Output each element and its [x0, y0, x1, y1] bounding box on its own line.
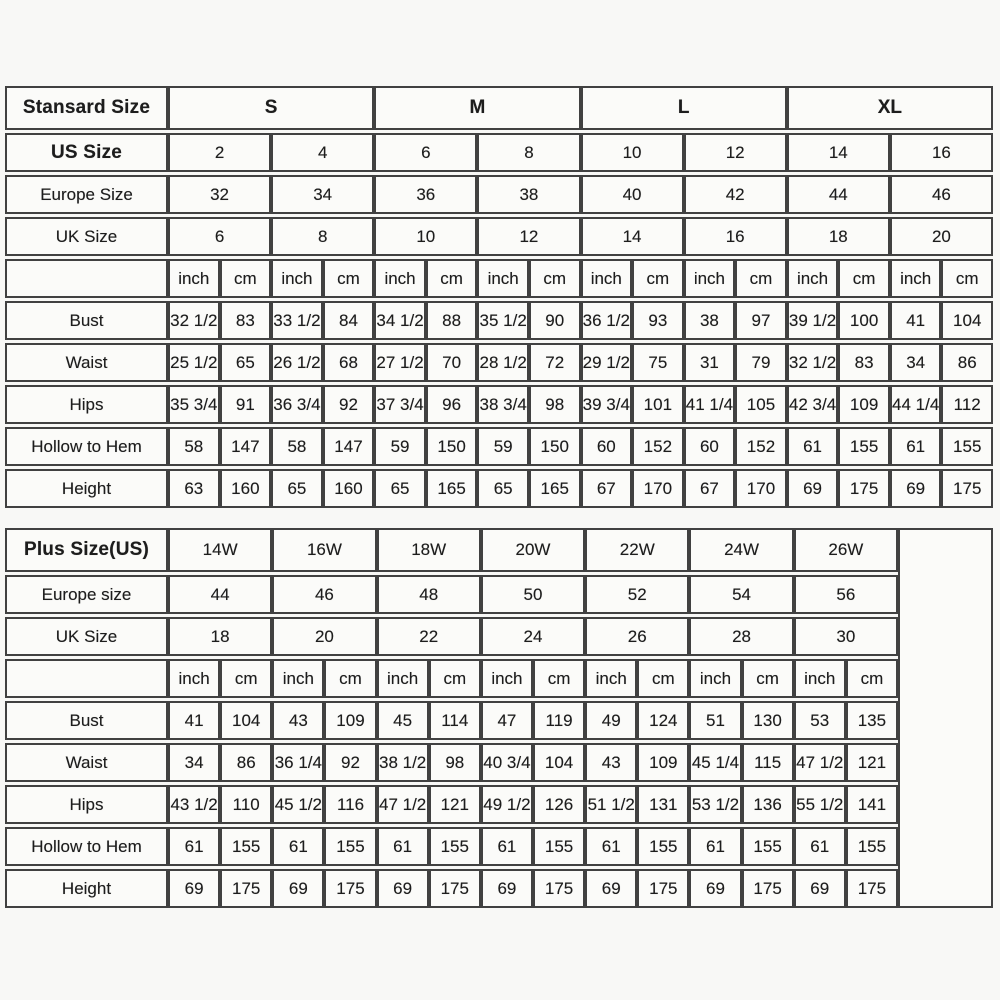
size-value-cell: 18 — [787, 217, 890, 256]
measure-value-cell: 98 — [429, 743, 481, 782]
row-label-cell: Bust — [5, 301, 168, 340]
measure-value-cell: 61 — [585, 827, 637, 866]
measure-value-cell: 33 1/2 — [271, 301, 323, 340]
measure-value-cell: 39 1/2 — [787, 301, 839, 340]
measure-value-cell: 155 — [324, 827, 376, 866]
measure-value-cell: 104 — [220, 701, 272, 740]
measure-value-cell: 25 1/2 — [168, 343, 220, 382]
measure-value-cell: 150 — [529, 427, 581, 466]
unit-header-cell: inch — [689, 659, 741, 698]
measure-value-cell: 160 — [220, 469, 272, 508]
size-value-cell: 12 — [684, 133, 787, 172]
measure-value-cell: 147 — [220, 427, 272, 466]
measure-value-cell: 49 1/2 — [481, 785, 533, 824]
measure-value-cell: 60 — [581, 427, 633, 466]
measure-value-cell: 110 — [220, 785, 272, 824]
measure-value-cell: 100 — [838, 301, 890, 340]
measure-value-cell: 45 — [377, 701, 429, 740]
size-value-cell: 36 — [374, 175, 477, 214]
measure-value-cell: 155 — [838, 427, 890, 466]
measure-row — [5, 827, 993, 866]
unit-header-cell: cm — [846, 659, 898, 698]
measure-value-cell: 98 — [529, 385, 581, 424]
measure-value-cell: 43 — [585, 743, 637, 782]
size-row — [5, 217, 993, 256]
measure-value-cell: 126 — [533, 785, 585, 824]
measure-value-cell: 29 1/2 — [581, 343, 633, 382]
row-label-cell: UK Size — [5, 617, 168, 656]
measure-value-cell: 91 — [220, 385, 272, 424]
measure-value-cell: 90 — [529, 301, 581, 340]
unit-header-cell: cm — [426, 259, 478, 298]
measure-value-cell: 69 — [890, 469, 942, 508]
size-value-cell: 26 — [585, 617, 689, 656]
standard-size-table — [5, 83, 993, 511]
unit-header-cell: inch — [272, 659, 324, 698]
measure-value-cell: 47 1/2 — [377, 785, 429, 824]
measure-value-cell: 61 — [890, 427, 942, 466]
measure-value-cell: 72 — [529, 343, 581, 382]
measure-value-cell: 58 — [271, 427, 323, 466]
measure-value-cell: 83 — [838, 343, 890, 382]
measure-value-cell: 131 — [637, 785, 689, 824]
unit-header-cell: inch — [787, 259, 839, 298]
size-value-cell: 20 — [890, 217, 993, 256]
measure-value-cell: 170 — [735, 469, 787, 508]
measure-value-cell: 27 1/2 — [374, 343, 426, 382]
measure-value-cell: 165 — [426, 469, 478, 508]
row-label-cell: Bust — [5, 701, 168, 740]
measure-value-cell: 34 — [890, 343, 942, 382]
measure-value-cell: 35 1/2 — [477, 301, 529, 340]
size-value-cell: 28 — [689, 617, 793, 656]
size-value-cell: 42 — [684, 175, 787, 214]
measure-value-cell: 175 — [429, 869, 481, 908]
measure-value-cell: 36 1/4 — [272, 743, 324, 782]
size-value-cell: 48 — [377, 575, 481, 614]
measure-value-cell: 65 — [271, 469, 323, 508]
measure-value-cell: 69 — [481, 869, 533, 908]
measure-value-cell: 175 — [220, 869, 272, 908]
group-header-row — [5, 86, 993, 130]
measure-value-cell: 109 — [838, 385, 890, 424]
unit-header-cell: cm — [429, 659, 481, 698]
size-row — [5, 617, 993, 656]
group-header-cell: 24W — [689, 528, 793, 572]
measure-value-cell: 147 — [323, 427, 375, 466]
plus-size-table — [5, 525, 993, 911]
measure-value-cell: 39 3/4 — [581, 385, 633, 424]
measure-value-cell: 61 — [272, 827, 324, 866]
measure-value-cell: 175 — [846, 869, 898, 908]
measure-value-cell: 45 1/2 — [272, 785, 324, 824]
measure-value-cell: 61 — [689, 827, 741, 866]
group-header-row — [5, 528, 993, 572]
unit-header-cell: inch — [377, 659, 429, 698]
measure-value-cell: 92 — [323, 385, 375, 424]
unit-header-cell: inch — [581, 259, 633, 298]
row-label-cell: US Size — [5, 133, 168, 172]
size-value-cell: 44 — [787, 175, 890, 214]
size-value-cell: 56 — [794, 575, 898, 614]
size-value-cell: 12 — [477, 217, 580, 256]
size-row — [5, 133, 993, 172]
measure-value-cell: 135 — [846, 701, 898, 740]
measure-value-cell: 53 1/2 — [689, 785, 741, 824]
measure-value-cell: 38 1/2 — [377, 743, 429, 782]
empty-side-cell — [898, 528, 993, 908]
measure-value-cell: 104 — [941, 301, 993, 340]
unit-header-cell: cm — [941, 259, 993, 298]
measure-value-cell: 175 — [637, 869, 689, 908]
size-value-cell: 6 — [374, 133, 477, 172]
measure-value-cell: 84 — [323, 301, 375, 340]
unit-header-cell: inch — [684, 259, 736, 298]
measure-value-cell: 116 — [324, 785, 376, 824]
unit-header-cell: cm — [324, 659, 376, 698]
size-value-cell: 14 — [581, 217, 684, 256]
group-header-cell: 18W — [377, 528, 481, 572]
measure-value-cell: 43 1/2 — [168, 785, 220, 824]
unit-header-cell: inch — [481, 659, 533, 698]
unit-header-row — [5, 259, 993, 298]
measure-value-cell: 69 — [794, 869, 846, 908]
measure-value-cell: 31 — [684, 343, 736, 382]
measure-value-cell: 121 — [429, 785, 481, 824]
measure-value-cell: 34 — [168, 743, 220, 782]
blank-corner-cell — [5, 659, 168, 698]
measure-value-cell: 155 — [429, 827, 481, 866]
measure-row — [5, 785, 993, 824]
measure-value-cell: 28 1/2 — [477, 343, 529, 382]
size-value-cell: 46 — [272, 575, 376, 614]
unit-header-cell: cm — [323, 259, 375, 298]
size-value-cell: 44 — [168, 575, 272, 614]
group-header-cell: 16W — [272, 528, 376, 572]
measure-row — [5, 701, 993, 740]
measure-value-cell: 175 — [742, 869, 794, 908]
measure-value-cell: 155 — [846, 827, 898, 866]
measure-value-cell: 175 — [838, 469, 890, 508]
row-label-cell: Height — [5, 469, 168, 508]
size-value-cell: 16 — [684, 217, 787, 256]
measure-value-cell: 175 — [533, 869, 585, 908]
unit-header-cell: inch — [271, 259, 323, 298]
size-value-cell: 10 — [581, 133, 684, 172]
measure-value-cell: 112 — [941, 385, 993, 424]
measure-value-cell: 61 — [787, 427, 839, 466]
measure-value-cell: 41 — [168, 701, 220, 740]
measure-value-cell: 26 1/2 — [271, 343, 323, 382]
size-value-cell: 38 — [477, 175, 580, 214]
measure-row — [5, 869, 993, 908]
measure-value-cell: 155 — [941, 427, 993, 466]
measure-value-cell: 43 — [272, 701, 324, 740]
measure-row — [5, 427, 993, 466]
row-label-cell: Hollow to Hem — [5, 827, 168, 866]
measure-value-cell: 42 3/4 — [787, 385, 839, 424]
group-header-cell: 20W — [481, 528, 585, 572]
measure-value-cell: 88 — [426, 301, 478, 340]
measure-value-cell: 37 3/4 — [374, 385, 426, 424]
measure-value-cell: 67 — [581, 469, 633, 508]
group-header-cell: L — [581, 86, 787, 130]
row-label-cell: UK Size — [5, 217, 168, 256]
measure-value-cell: 60 — [684, 427, 736, 466]
size-value-cell: 14 — [787, 133, 890, 172]
measure-value-cell: 86 — [941, 343, 993, 382]
measure-value-cell: 38 — [684, 301, 736, 340]
unit-header-cell: cm — [735, 259, 787, 298]
measure-value-cell: 155 — [637, 827, 689, 866]
unit-header-cell: cm — [742, 659, 794, 698]
group-header-cell: S — [168, 86, 374, 130]
measure-value-cell: 79 — [735, 343, 787, 382]
unit-header-cell: inch — [168, 659, 220, 698]
measure-value-cell: 47 — [481, 701, 533, 740]
measure-value-cell: 141 — [846, 785, 898, 824]
unit-header-cell: inch — [168, 259, 220, 298]
measure-value-cell: 61 — [481, 827, 533, 866]
measure-value-cell: 41 — [890, 301, 942, 340]
measure-value-cell: 51 1/2 — [585, 785, 637, 824]
measure-value-cell: 51 — [689, 701, 741, 740]
measure-row — [5, 385, 993, 424]
measure-value-cell: 61 — [377, 827, 429, 866]
measure-value-cell: 36 1/2 — [581, 301, 633, 340]
measure-value-cell: 105 — [735, 385, 787, 424]
unit-header-cell: cm — [637, 659, 689, 698]
measure-value-cell: 61 — [794, 827, 846, 866]
measure-value-cell: 83 — [220, 301, 272, 340]
measure-value-cell: 175 — [324, 869, 376, 908]
size-value-cell: 6 — [168, 217, 271, 256]
measure-value-cell: 65 — [477, 469, 529, 508]
group-header-cell: 22W — [585, 528, 689, 572]
size-value-cell: 8 — [477, 133, 580, 172]
unit-header-cell: inch — [477, 259, 529, 298]
unit-header-cell: cm — [529, 259, 581, 298]
measure-value-cell: 35 3/4 — [168, 385, 220, 424]
measure-value-cell: 61 — [168, 827, 220, 866]
measure-value-cell: 115 — [742, 743, 794, 782]
measure-value-cell: 68 — [323, 343, 375, 382]
measure-value-cell: 67 — [684, 469, 736, 508]
measure-row — [5, 743, 993, 782]
size-value-cell: 32 — [168, 175, 271, 214]
measure-row — [5, 343, 993, 382]
row-label-cell: Height — [5, 869, 168, 908]
measure-value-cell: 175 — [941, 469, 993, 508]
measure-value-cell: 34 1/2 — [374, 301, 426, 340]
unit-header-cell: cm — [220, 259, 272, 298]
corner-header-cell: Plus Size(US) — [5, 528, 168, 572]
measure-value-cell: 32 1/2 — [787, 343, 839, 382]
measure-value-cell: 44 1/4 — [890, 385, 942, 424]
measure-value-cell: 69 — [787, 469, 839, 508]
row-label-cell: Waist — [5, 743, 168, 782]
row-label-cell: Hollow to Hem — [5, 427, 168, 466]
measure-value-cell: 130 — [742, 701, 794, 740]
unit-header-cell: inch — [585, 659, 637, 698]
size-row — [5, 175, 993, 214]
measure-value-cell: 36 3/4 — [271, 385, 323, 424]
group-header-cell: XL — [787, 86, 993, 130]
size-value-cell: 34 — [271, 175, 374, 214]
measure-value-cell: 124 — [637, 701, 689, 740]
size-value-cell: 20 — [272, 617, 376, 656]
measure-value-cell: 109 — [324, 701, 376, 740]
measure-value-cell: 93 — [632, 301, 684, 340]
measure-value-cell: 65 — [374, 469, 426, 508]
group-header-cell: M — [374, 86, 580, 130]
measure-value-cell: 109 — [637, 743, 689, 782]
measure-value-cell: 47 1/2 — [794, 743, 846, 782]
size-value-cell: 52 — [585, 575, 689, 614]
row-label-cell: Europe size — [5, 575, 168, 614]
row-label-cell: Hips — [5, 385, 168, 424]
measure-value-cell: 155 — [533, 827, 585, 866]
row-label-cell: Waist — [5, 343, 168, 382]
blank-corner-cell — [5, 259, 168, 298]
measure-value-cell: 32 1/2 — [168, 301, 220, 340]
measure-value-cell: 150 — [426, 427, 478, 466]
unit-header-cell: cm — [533, 659, 585, 698]
measure-value-cell: 53 — [794, 701, 846, 740]
measure-value-cell: 41 1/4 — [684, 385, 736, 424]
measure-row — [5, 469, 993, 508]
unit-header-row — [5, 659, 993, 698]
measure-value-cell: 59 — [374, 427, 426, 466]
measure-value-cell: 97 — [735, 301, 787, 340]
measure-value-cell: 55 1/2 — [794, 785, 846, 824]
size-value-cell: 16 — [890, 133, 993, 172]
measure-value-cell: 49 — [585, 701, 637, 740]
measure-row — [5, 301, 993, 340]
measure-value-cell: 96 — [426, 385, 478, 424]
size-value-cell: 54 — [689, 575, 793, 614]
measure-value-cell: 152 — [632, 427, 684, 466]
size-value-cell: 22 — [377, 617, 481, 656]
measure-value-cell: 136 — [742, 785, 794, 824]
measure-value-cell: 155 — [220, 827, 272, 866]
size-value-cell: 8 — [271, 217, 374, 256]
measure-value-cell: 121 — [846, 743, 898, 782]
row-label-cell: Europe Size — [5, 175, 168, 214]
unit-header-cell: inch — [794, 659, 846, 698]
measure-value-cell: 65 — [220, 343, 272, 382]
measure-value-cell: 160 — [323, 469, 375, 508]
measure-value-cell: 70 — [426, 343, 478, 382]
unit-header-cell: inch — [890, 259, 942, 298]
row-label-cell: Hips — [5, 785, 168, 824]
corner-header-cell: Stansard Size — [5, 86, 168, 130]
measure-value-cell: 69 — [272, 869, 324, 908]
measure-value-cell: 86 — [220, 743, 272, 782]
measure-value-cell: 170 — [632, 469, 684, 508]
size-value-cell: 50 — [481, 575, 585, 614]
measure-value-cell: 104 — [533, 743, 585, 782]
measure-value-cell: 114 — [429, 701, 481, 740]
measure-value-cell: 69 — [689, 869, 741, 908]
measure-value-cell: 92 — [324, 743, 376, 782]
size-value-cell: 18 — [168, 617, 272, 656]
size-value-cell: 2 — [168, 133, 271, 172]
measure-value-cell: 119 — [533, 701, 585, 740]
measure-value-cell: 165 — [529, 469, 581, 508]
measure-value-cell: 69 — [585, 869, 637, 908]
size-value-cell: 30 — [794, 617, 898, 656]
measure-value-cell: 59 — [477, 427, 529, 466]
size-value-cell: 10 — [374, 217, 477, 256]
unit-header-cell: cm — [632, 259, 684, 298]
measure-value-cell: 69 — [377, 869, 429, 908]
unit-header-cell: cm — [838, 259, 890, 298]
measure-value-cell: 152 — [735, 427, 787, 466]
unit-header-cell: cm — [220, 659, 272, 698]
measure-value-cell: 101 — [632, 385, 684, 424]
size-value-cell: 4 — [271, 133, 374, 172]
measure-value-cell: 69 — [168, 869, 220, 908]
unit-header-cell: inch — [374, 259, 426, 298]
measure-value-cell: 45 1/4 — [689, 743, 741, 782]
measure-value-cell: 63 — [168, 469, 220, 508]
measure-value-cell: 58 — [168, 427, 220, 466]
group-header-cell: 26W — [794, 528, 898, 572]
size-value-cell: 46 — [890, 175, 993, 214]
measure-value-cell: 155 — [742, 827, 794, 866]
group-header-cell: 14W — [168, 528, 272, 572]
size-value-cell: 24 — [481, 617, 585, 656]
size-row — [5, 575, 993, 614]
measure-value-cell: 75 — [632, 343, 684, 382]
measure-value-cell: 38 3/4 — [477, 385, 529, 424]
size-value-cell: 40 — [581, 175, 684, 214]
measure-value-cell: 40 3/4 — [481, 743, 533, 782]
